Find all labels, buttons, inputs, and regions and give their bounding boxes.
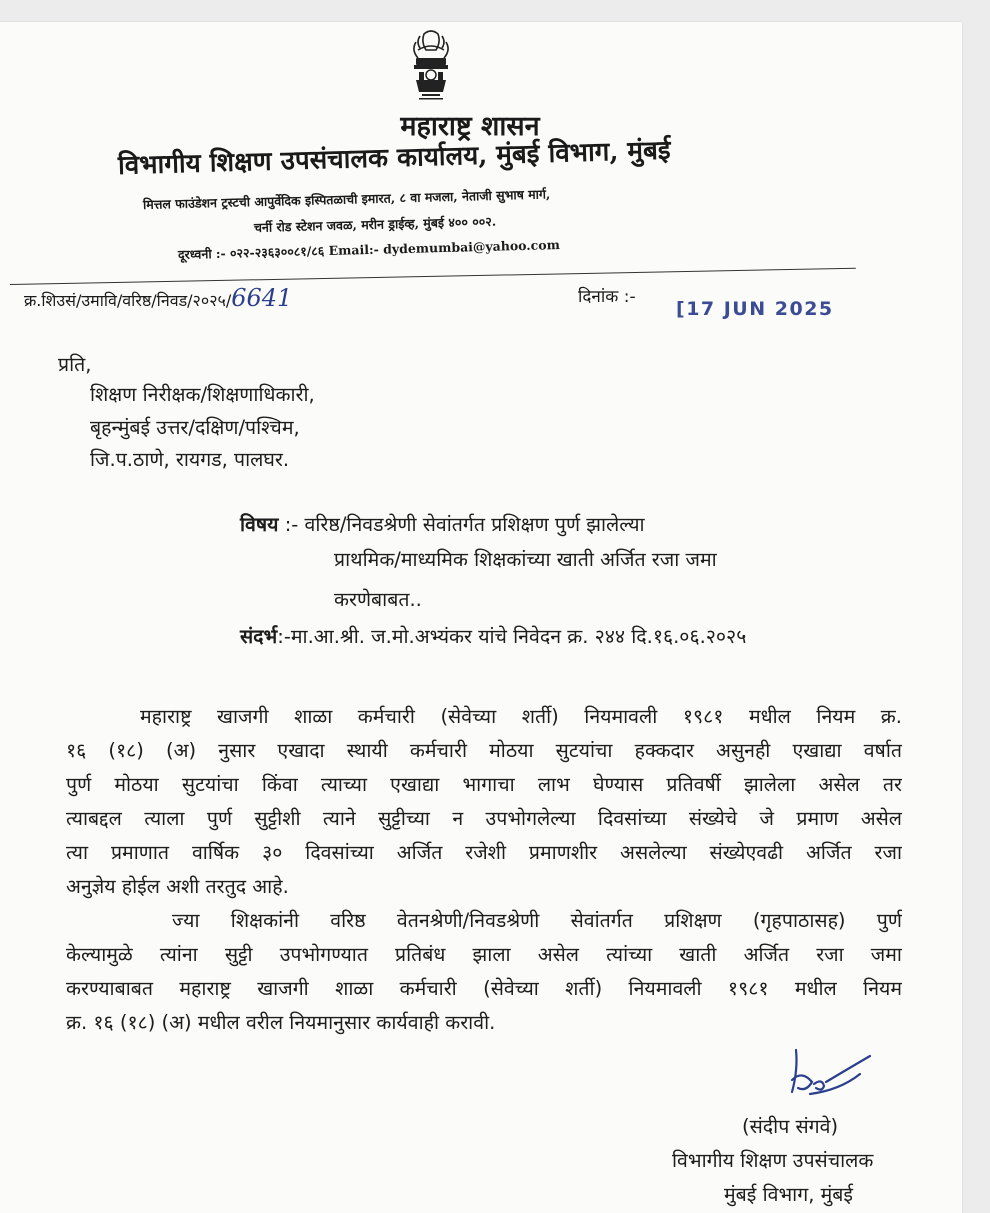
para2-line-2: केल्यामुळे त्यांना सुट्टी उपभोगण्यात प्रतिबंध झाला असेल त्यांच्या खाती अर्जित रजा जमा (66, 943, 902, 966)
signature-scribble (770, 1042, 890, 1122)
government-title: महाराष्ट्र शासन (400, 111, 540, 142)
reference-label: संदर्भ (240, 625, 278, 648)
para2-line-3: करण्याबाबत महाराष्ट्र खाजगी शाळा कर्मचारी (सेवेच्या शर्ती) नियमावली १९८१ मधील नियम (66, 977, 902, 1000)
recipient-line-1: शिक्षण निरीक्षक/शिक्षणाधिकारी, (90, 383, 315, 406)
address-line-1: मित्तल फाउंडेशन ट्रस्टची आपुर्वेदिक इस्पितळाची इमारत, ८ वा मजला, नेताजी सुभाष मार्ग, (142, 186, 551, 212)
para1-line-6: अनुज्ञेय होईल अशी तरतुद आहे. (66, 875, 289, 898)
para2-line-1: ज्या शिक्षकांनी वरिष्ठ वेतनश्रेणी/निवडश्रेणी सेवांतर्गत प्रशिक्षण (गृहपाठासह) पुर्ण (172, 909, 902, 932)
recipient-to: प्रति, (58, 353, 92, 376)
office-title: विभागीय शिक्षण उपसंचालक कार्यालय, मुंबई विभाग, मुंबई (117, 135, 672, 181)
para1-line-1: महाराष्ट्र खाजगी शाळा कर्मचारी (सेवेच्या शर्ती) नियमावली १९८१ मधील नियम क्र. (140, 705, 902, 728)
para2-line-4: क्र. १६ (१८) (अ) मधील वरील नियमानुसार कार्यवाही करावी. (66, 1011, 496, 1034)
reference-number-handwritten: 6641 (231, 284, 293, 312)
date-label: दिनांक :- (578, 287, 636, 307)
subject-text-1: वरिष्ठ/निवडश्रेणी सेवांतर्गत प्रशिक्षण पुर्ण झालेल्या (304, 513, 645, 536)
address-line-2: चर्नी रोड स्टेशन जवळ, मरीन ड्राईव्ह, मुंबई ४०० ००२. (253, 213, 497, 235)
para1-line-4: त्याबद्दल त्याला पुर्ण सुट्टीशी त्याने सुट्टीच्या न उपभोगलेल्या दिवसांच्या संख्येचे जे प्रमाण असेल (66, 807, 902, 830)
header-divider (10, 268, 856, 285)
signatory-name: (संदीप संगवे) (742, 1115, 839, 1138)
signatory-designation: विभागीय शिक्षण उपसंचालक (672, 1149, 874, 1172)
date-stamp: [17 JUN 2025 (676, 298, 834, 320)
para1-line-5: त्या प्रमाणात वार्षिक ३० दिवसांच्या अर्जित रजेशी प्रमाणशीर असलेल्या संख्येएवढी अर्जित रजा (66, 841, 902, 864)
subject-separator: :- (284, 513, 299, 536)
contact-line: दूरध्वनी :- ०२२-२३६३००८१/८६ Email:- dydemumbai@yahoo.com (177, 237, 561, 262)
reference-number (24, 284, 292, 312)
subject-label: विषय (240, 513, 279, 536)
recipient-line-2: बृहन्मुंबई उत्तर/दक्षिण/पश्चिम, (90, 416, 300, 439)
reference-number-printed: क्र.शिउसं/उमावि/वरिष्ठ/निवड/२०२५/ (24, 291, 232, 310)
para1-line-2: १६ (१८) (अ) नुसार एखादा स्थायी कर्मचारी मोठया सुटयांचा हक्कदार असुनही एखाद्या वर्षात (66, 739, 902, 762)
reference-text: :-मा.आ.श्री. ज.मो.अभ्यंकर यांचे निवेदन क्र. २४४ दि.१६.०६.२०२५ (277, 625, 747, 648)
recipient-line-3: जि.प.ठाणे, रायगड, पालघर. (90, 448, 290, 471)
subject-line-2: प्राथमिक/माध्यमिक शिक्षकांच्या खाती अर्जित रजा जमा (334, 548, 717, 571)
subject-line-1 (240, 510, 645, 537)
state-emblem-icon (402, 28, 460, 108)
subject-line-3: करणेबाबत.. (334, 588, 422, 611)
para1-line-3: पुर्ण मोठया सुटयांचा किंवा त्याच्या एखाद्या भागाचा लाभ घेण्यास प्रतिवर्षी झालेला असेल तर (66, 773, 902, 796)
reference-line (240, 622, 746, 649)
letter-page (0, 22, 962, 1213)
signatory-place: मुंबई विभाग, मुंबई (724, 1183, 853, 1206)
